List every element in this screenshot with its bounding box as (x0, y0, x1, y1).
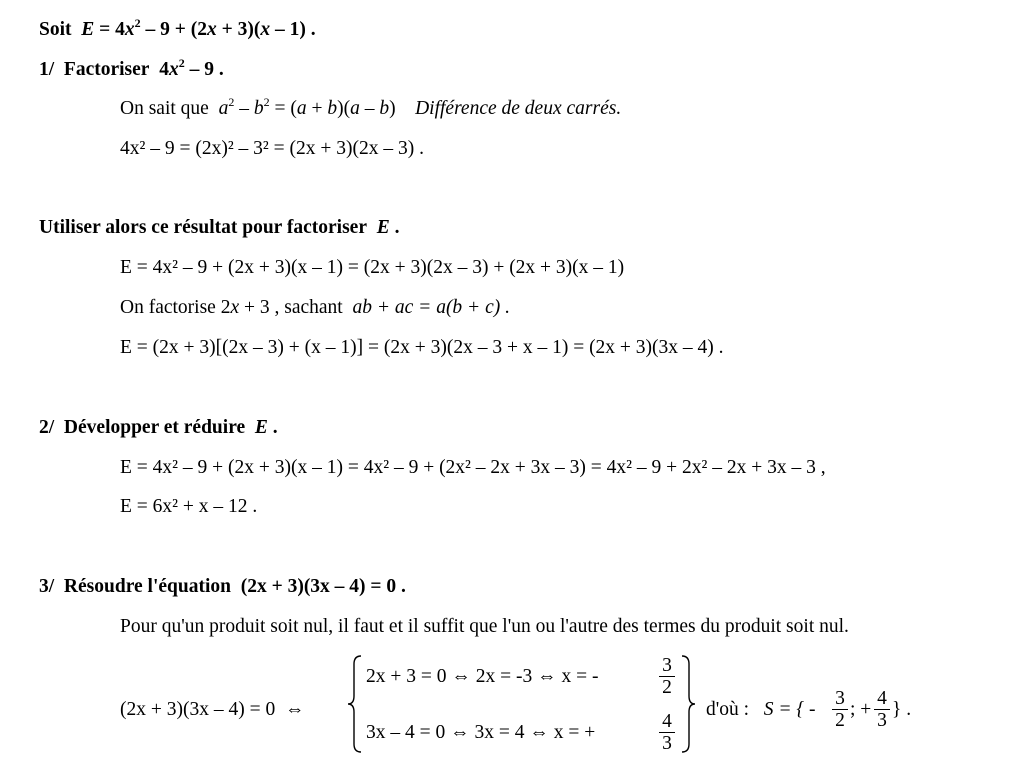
q1-identity-line (120, 95, 622, 119)
fraction-4-3 (658, 711, 676, 754)
minus: – (234, 98, 254, 119)
intro-soit: Soit (39, 19, 72, 40)
intro-eq-b: – 9 + (2 (140, 19, 208, 40)
intro-x1: x (124, 19, 135, 40)
intro-x3: x (260, 19, 271, 40)
q1b-line-2 (120, 298, 510, 318)
q1b-l2-a: On factorise 2 (120, 297, 231, 318)
q2-heading (39, 418, 278, 438)
intro-eq-d: – 1) . (270, 19, 316, 40)
q1b-formula: ab + ac = a(b + c) . (352, 297, 510, 318)
q3-heading (39, 577, 406, 597)
frac1-num: 3 (662, 655, 672, 676)
q3-conclusion (706, 700, 816, 720)
solution-set-open: S = { - (763, 699, 816, 720)
q3-lhs: (2x + 3)(3x – 4) = 0 (120, 699, 276, 720)
q1-x: x (168, 59, 179, 80)
q3-row-1: 2x + 3 = 0 ⇔ 2x = -3 ⇔ x = - (366, 666, 599, 687)
q1-note: Différence de deux carrés. (415, 98, 622, 119)
var-b: b (253, 98, 264, 119)
q1b-line-1: E = 4x² – 9 + (2x + 3)(x – 1) = (2x + 3)(2x – 3) + (2x + 3)(x – 1) (120, 257, 625, 278)
sol-frac1-den: 2 (835, 710, 845, 731)
paren: )( (337, 98, 351, 119)
equiv-symbol: ⇔ (284, 699, 305, 720)
q2-dot: . (272, 417, 278, 438)
frac2-den: 3 (662, 733, 672, 754)
solution-fraction-4-3 (873, 688, 891, 731)
var-a3: a (350, 98, 360, 119)
sol-frac2-den: 3 (877, 710, 887, 731)
q3-system-lhs (120, 700, 304, 720)
q2-E: E (254, 417, 268, 438)
q1-number: 1/ (39, 59, 55, 80)
intro-x2: x (207, 19, 217, 40)
exp-2b: 2 (263, 95, 270, 109)
solution-set-close: } . (892, 699, 912, 720)
intro-eq-c: + 3)( (216, 19, 261, 40)
paren-close: ) (389, 98, 396, 119)
equals: = ( (269, 98, 297, 119)
q1-expr-a: 4 (159, 59, 169, 80)
frac1-den: 2 (662, 677, 672, 698)
q1-identity-intro: On sait que (120, 98, 209, 119)
intro-eq-a: = 4 (94, 19, 125, 40)
var-a: a (218, 98, 229, 119)
q1b-heading (39, 218, 400, 238)
q1b-line-3: E = (2x + 3)[(2x – 3) + (x – 1)] = (2x + 3)(2x – 3 + x – 1) = (2x + 3)(3x – 4) . (120, 337, 724, 358)
var-b2: b (327, 98, 338, 119)
q1b-title: Utiliser alors ce résultat pour factoriser (39, 217, 367, 238)
q2-line-1: E = 4x² – 9 + (2x + 3)(x – 1) = 4x² – 9 + (2x² – 2x + 3x – 3) = 4x² – 9 + 2x² – 2x + 3x – 3 , (120, 457, 826, 478)
q2-line-2: E = 6x² + x – 12 . (120, 496, 258, 517)
q1-expr-b: – 9 . (184, 59, 224, 80)
q1b-l2-x: x (230, 297, 240, 318)
sol-frac2-num: 4 (877, 688, 887, 709)
intro-E: E (81, 19, 95, 40)
left-brace-icon (346, 654, 364, 754)
q1b-dot: . (394, 217, 400, 238)
q3-row-2: 3x – 4 = 0 ⇔ 3x = 4 ⇔ x = + (366, 722, 596, 743)
q3-number: 3/ (39, 576, 55, 597)
solution-fraction-3-2 (831, 688, 849, 731)
right-brace-icon (679, 654, 697, 754)
q1-title: Factoriser (63, 59, 150, 80)
exp-2: 2 (228, 95, 235, 109)
q3-line-1: Pour qu'un produit soit nul, il faut et il suffit que l'un ou l'autre des termes du produit soit nul. (120, 616, 849, 637)
dou-label: d'où : (706, 699, 750, 720)
q1b-E: E (376, 217, 390, 238)
q1b-l2-b: + 3 , sachant (239, 297, 343, 318)
intro-exp: 2 (134, 16, 141, 30)
q1-exp: 2 (178, 56, 185, 70)
q1-result-line: 4x² – 9 = (2x)² – 3² = (2x + 3)(2x – 3) . (120, 138, 424, 159)
intro-line (39, 16, 316, 40)
minus2: – (359, 98, 380, 119)
var-b3: b (379, 98, 390, 119)
fraction-3-2 (658, 655, 676, 698)
sol-frac1-num: 3 (835, 688, 845, 709)
frac2-num: 4 (662, 711, 672, 732)
var-a2: a (296, 98, 307, 119)
q1-heading (39, 56, 224, 80)
q3-equation: (2x + 3)(3x – 4) = 0 . (240, 576, 406, 597)
solution-separator: ; + (850, 699, 872, 720)
q2-title: Développer et réduire (63, 417, 246, 438)
q2-number: 2/ (39, 417, 55, 438)
plus: + (306, 98, 328, 119)
q3-title: Résoudre l'équation (63, 576, 231, 597)
